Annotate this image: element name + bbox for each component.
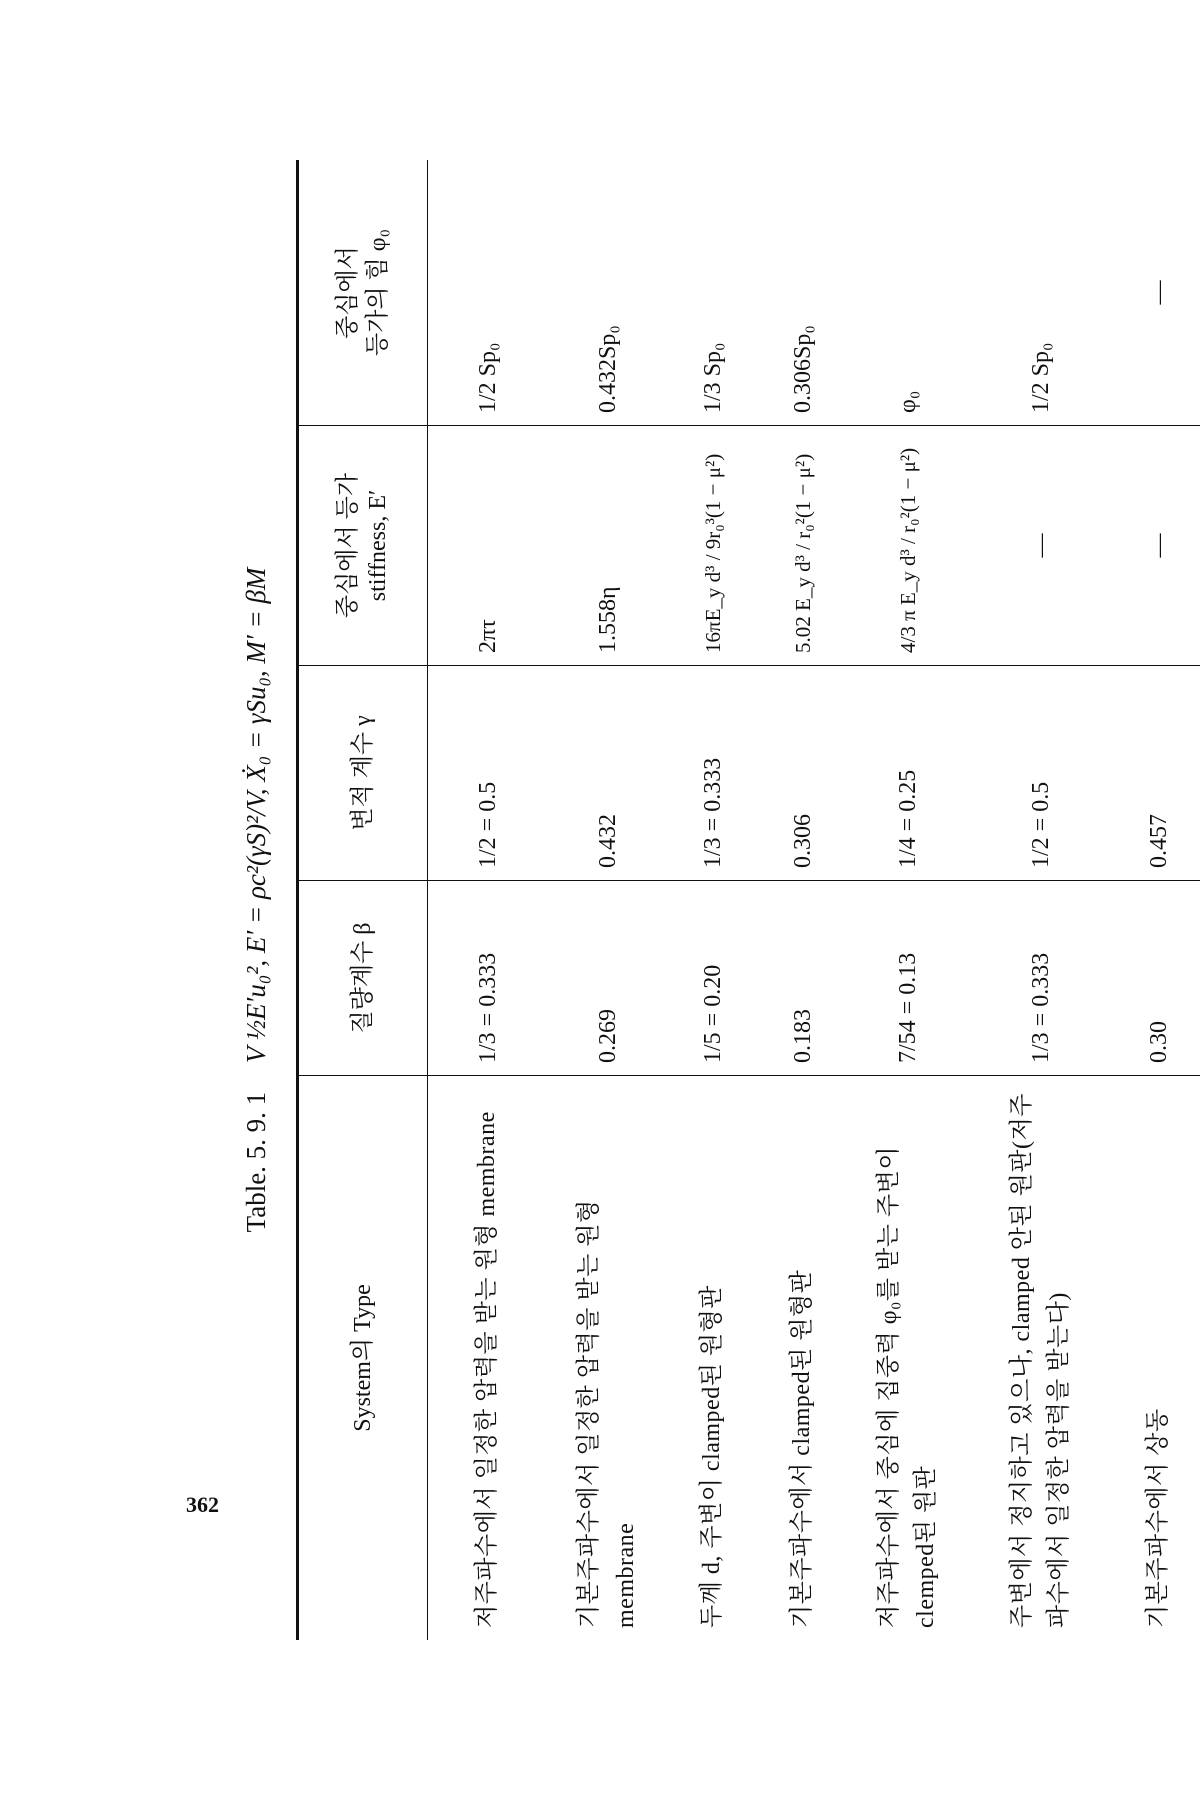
cell-force: φ₀ [848,160,968,426]
table-row [848,160,968,1640]
page-number: 362 [186,1492,219,1517]
table-row [1114,160,1200,1640]
cell-gamma: 1/2 = 0.5 [968,666,1114,881]
header-type: System의 Type [298,1076,428,1641]
cell-gamma: 1/3 = 0.333 [668,666,758,881]
table-row [968,160,1114,1640]
cell-beta: 1/3 = 0.333 [968,881,1114,1076]
cell-stiffness: 5.02 E_y d³ / r₀²(1 − μ²) [758,426,848,666]
cell-force: 0.306Sp₀ [758,160,848,426]
cell-type: 저주파수에서 중심에 집중력 φ₀를 받는 주변이 clemped된 원판 [875,1145,939,1628]
header-gamma: 변적 계수 γ [298,666,428,881]
table-caption-label: Table. 5. 9. 1 [241,1091,271,1233]
cell-force: 1/3 Sp₀ [668,160,758,426]
cell-stiffness: 4/3 π E_y d³ / r₀²(1 − μ²) [848,426,968,666]
table-row [668,160,758,1640]
header-force-line2: 등가의 힘 φ₀ [365,229,391,356]
table-caption [220,160,292,1640]
table-row [758,160,848,1640]
cell-type: 저주파수에서 일정한 압력을 받는 원형 membrane [474,1111,501,1628]
cell-type: 기본주파수에서 clamped된 원형판 [789,1269,816,1628]
cell-type: 기본주파수에서 일정한 압력을 받는 원형 membrane [575,1199,639,1628]
cell-beta: 7/54 = 0.13 [848,881,968,1076]
header-force-line1: 중심에서 [335,246,361,339]
table-row [428,160,549,1640]
table-header-row [298,160,428,1640]
cell-type: 주변에서 정지하고 있으나, clamped 안된 원판(저주파수에서 일정한 압력을 받는다) [1008,1093,1072,1628]
cell-type: 기본주파수에서 상동 [1114,1076,1200,1641]
cell-force: 1/2 Sp₀ [968,160,1114,426]
cell-beta: 0.30 [1114,881,1200,1076]
header-stiffness [298,426,428,666]
cell-stiffness: 2πτ [428,426,549,666]
cell-type: 두께 d, 주변이 clamped된 원형판 [699,1285,726,1628]
header-stiffness-line2: stiffness, E′ [365,489,391,602]
cell-force: — [1114,160,1200,426]
cell-beta: 1/3 = 0.333 [428,881,549,1076]
cell-gamma: 1/4 = 0.25 [848,666,968,881]
cell-gamma: 1/2 = 0.5 [428,666,549,881]
cell-stiffness: 16πE_y d³ / 9r₀³(1 − μ²) [668,426,758,666]
data-table [296,160,1200,1640]
table-row [548,160,668,1640]
cell-gamma: 0.432 [548,666,668,881]
cell-beta: 0.183 [758,881,848,1076]
rotated-table-block [220,160,1172,1640]
header-force [298,160,428,426]
cell-stiffness: — [968,426,1114,666]
cell-stiffness: 1.558η [548,426,668,666]
cell-beta: 0.269 [548,881,668,1076]
cell-stiffness: — [1114,426,1200,666]
header-stiffness-line1: 중심에서 등가 [335,472,361,619]
cell-force: 1/2 Sp₀ [428,160,549,426]
cell-gamma: 0.306 [758,666,848,881]
cell-force: 0.432Sp₀ [548,160,668,426]
header-beta: 질량계수 β [298,881,428,1076]
cell-gamma: 0.457 [1114,666,1200,881]
cell-beta: 1/5 = 0.20 [668,881,758,1076]
table-caption-formula: V ½E′u₀², E′ = ρc²(γS)²/V, Ẋ₀ = γSu₀, M′ = βM [241,567,271,1064]
